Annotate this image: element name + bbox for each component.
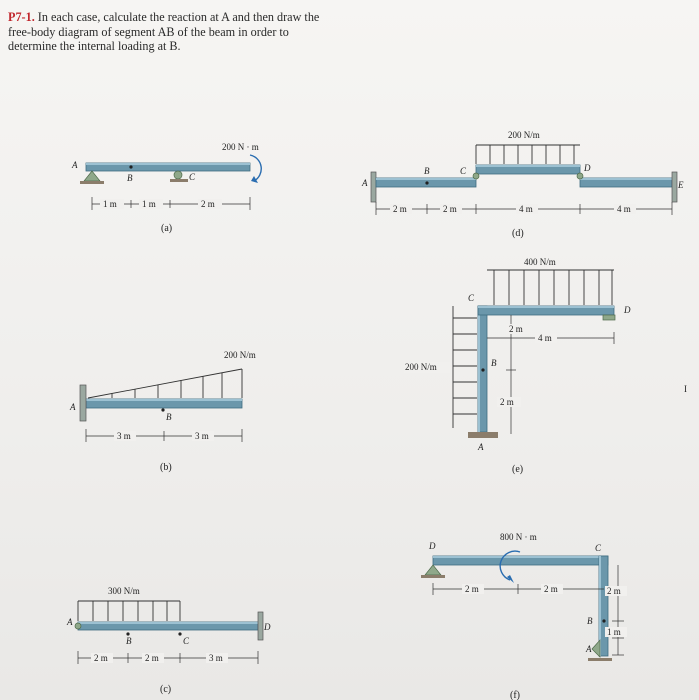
- point-label-e-C: C: [468, 293, 475, 303]
- fixed-support-d: [371, 172, 376, 202]
- moment-label-f: 800 N · m: [500, 532, 537, 542]
- figure-c: [66, 586, 271, 695]
- point-label-c-A: A: [67, 617, 73, 627]
- dim-label: 4 m: [538, 333, 552, 343]
- dim-label: 3 m: [195, 431, 209, 441]
- point-label-f-C: C: [595, 543, 602, 553]
- caption-a: (a): [161, 223, 173, 234]
- point-label-d-A: A: [362, 178, 368, 188]
- dim-label: 2 m: [509, 324, 523, 334]
- fixed-support-e: [672, 172, 677, 202]
- point-label-f-D: D: [429, 541, 436, 551]
- dim-label: 4 m: [617, 204, 631, 214]
- dim-label: 2 m: [201, 199, 215, 209]
- caption-e: (e): [512, 464, 524, 475]
- point-label-e-D: D: [624, 305, 631, 315]
- caption-f: (f): [510, 690, 520, 700]
- point-label-c-D: D: [264, 622, 271, 632]
- point-label-c-C: C: [183, 636, 190, 646]
- fixed-support-e-base: [468, 432, 498, 438]
- point-label-b-A: A: [70, 402, 76, 412]
- figure-b: [69, 350, 256, 473]
- load-label-d: 200 N/m: [508, 130, 540, 140]
- fixed-support-c: [258, 612, 263, 640]
- point-label-e-B: B: [491, 358, 497, 368]
- pin-support-a-f: [592, 640, 600, 657]
- caption-b: (b): [160, 462, 172, 473]
- point-label-f-B: B: [587, 616, 593, 626]
- dim-label: 3 m: [117, 431, 131, 441]
- dim-label: 2 m: [393, 204, 407, 214]
- dim-label: 1 m: [103, 199, 117, 209]
- point-label-f-A: A: [586, 644, 592, 654]
- dim-label: 1 m: [142, 199, 156, 209]
- moment-label-a: 200 N · m: [222, 142, 259, 152]
- load-label-e-top: 400 N/m: [524, 257, 556, 267]
- dim-label: 2 m: [544, 584, 558, 594]
- roller-support-c: [174, 171, 182, 179]
- point-label-d-B: B: [424, 166, 430, 176]
- point-label-a-A: A: [72, 160, 78, 170]
- roller-support-d-e: [603, 315, 615, 320]
- point-label-d-E: E: [678, 180, 684, 190]
- point-label-d-C: C: [460, 166, 467, 176]
- caption-c: (c): [160, 684, 172, 695]
- figure-f: [421, 532, 627, 700]
- load-label-b: 200 N/m: [224, 350, 256, 360]
- moment-arrow-a: [250, 155, 261, 181]
- margin-mark: I: [684, 384, 687, 394]
- dim-label: 2 m: [607, 586, 621, 596]
- figure-e: [404, 257, 631, 475]
- pin-support-d-f: [425, 565, 441, 575]
- figure-a: [71, 142, 261, 234]
- point-label-a-B: B: [127, 173, 133, 183]
- pin-support-a: [84, 171, 100, 181]
- point-label-a-C: C: [189, 172, 196, 182]
- dim-label: 2 m: [465, 584, 479, 594]
- load-label-e-side: 200 N/m: [405, 362, 437, 372]
- dim-label: 4 m: [519, 204, 533, 214]
- problem-number: P7-1.: [8, 10, 35, 24]
- dim-label: 3 m: [209, 653, 223, 663]
- caption-d: (d): [512, 228, 524, 239]
- fixed-support-b: [80, 385, 86, 421]
- dim-label: 2 m: [94, 653, 108, 663]
- dim-label: 2 m: [443, 204, 457, 214]
- dim-label: 1 m: [607, 627, 621, 637]
- pin-a-c: [75, 623, 81, 629]
- dim-label: 2 m: [500, 397, 514, 407]
- dim-label: 2 m: [145, 653, 159, 663]
- figure-d: [361, 130, 684, 239]
- point-label-c-B: B: [126, 636, 132, 646]
- point-label-b-B: B: [166, 412, 172, 422]
- problem-text: In each case, calculate the reaction at A and then draw the free-body diagram of segment AB of the beam in order to determine the internal loading at B.: [8, 10, 320, 53]
- point-label-d-D: D: [584, 163, 591, 173]
- load-label-c: 300 N/m: [108, 586, 140, 596]
- point-label-e-A: A: [478, 442, 484, 452]
